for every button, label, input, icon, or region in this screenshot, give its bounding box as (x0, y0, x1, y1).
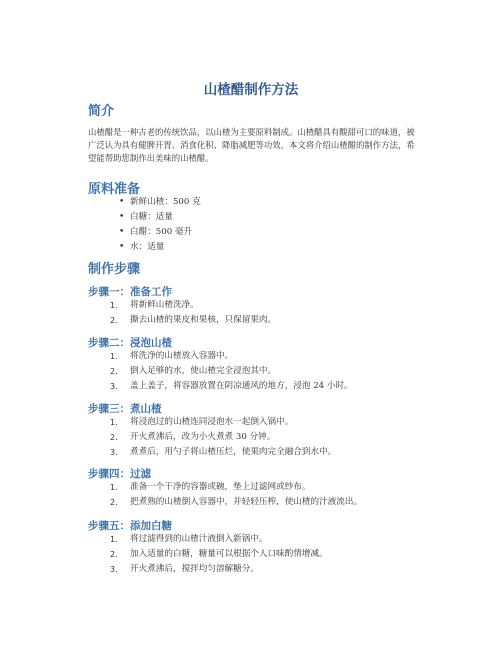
list-item (0, 225, 502, 240)
step-text: 将过滤得到的山楂汁液倒入新锅中。 (130, 534, 268, 544)
step-list (0, 298, 502, 328)
step-text: 煮煮后，用勺子将山楂压烂，使果肉完全融合到水中。 (130, 447, 337, 457)
bullet-marker: • (119, 212, 125, 222)
bullet-marker: • (119, 242, 125, 252)
step-number: 2. (110, 550, 118, 559)
step-number: 1. (110, 418, 118, 427)
step-number: 2. (110, 433, 118, 442)
list-item (0, 349, 502, 364)
list-item (0, 313, 502, 328)
step-text: 准备一个干净的容器或碗，垫上过滤网或纱布。 (130, 482, 311, 492)
step-title: 步骤五：添加白糖 (88, 520, 172, 532)
ingredients-list (0, 195, 502, 255)
bullet-marker: • (119, 227, 125, 237)
ingredient-text: 水：适量 (130, 242, 165, 252)
step-title: 步骤二：浸泡山楂 (88, 337, 172, 349)
step-text: 将浸泡过的山楂连同浸泡水一起倒入锅中。 (130, 417, 294, 427)
list-item (0, 480, 502, 495)
step-title: 步骤一：准备工作 (88, 286, 172, 298)
bullet-marker: • (119, 197, 125, 207)
step-text: 开火煮沸后，改为小火煮煮 30 分钟。 (130, 432, 276, 442)
list-item (0, 364, 502, 379)
step-list (0, 415, 502, 460)
list-item (0, 298, 502, 313)
ingredient-text: 白醋：500 毫升 (130, 227, 193, 237)
list-item (0, 547, 502, 562)
step-text: 将洗净的山楂放入容器中。 (130, 351, 234, 361)
step-text: 盖上盖子，将容器放置在阴凉通风的地方，浸泡 24 小时。 (130, 381, 353, 391)
step-number: 1. (110, 535, 118, 544)
step-list (0, 532, 502, 577)
ingredient-text: 白糖：适量 (130, 212, 173, 222)
intro-paragraph: 山楂醋是一种古老的传统饮品，以山楂为主要原料制成。山楂醋具有酸甜可口的味道，被广泛认为具有健脾开胃、消食化积、降脂减肥等功效。本文将介绍山楂醋的制作方法，希望能帮助您制作出美味的山楂醋。 (88, 127, 415, 163)
list-item (0, 495, 502, 510)
step-text: 倒入足够的水，使山楂完全浸泡其中。 (130, 366, 277, 376)
step-number: 3. (110, 382, 118, 391)
step-list (0, 480, 502, 510)
document-title: 山楂醋制作方法 (203, 82, 299, 98)
step-text: 把煮熟的山楂倒入容器中，并轻轻压榨，使山楂的汁液流出。 (130, 497, 363, 507)
step-number: 1. (110, 483, 118, 492)
intro-heading: 简介 (88, 104, 115, 119)
step-number: 1. (110, 301, 118, 310)
list-item (0, 195, 502, 210)
step-text: 将新鲜山楂洗净。 (130, 300, 199, 310)
step-text: 撕去山楂的果皮和果核，只保留果肉。 (130, 315, 277, 325)
step-title: 步骤四：过滤 (88, 468, 151, 480)
step-number: 3. (110, 448, 118, 457)
ingredients-heading: 原料准备 (88, 182, 141, 197)
ingredient-text: 新鲜山楂：500 克 (130, 197, 201, 207)
list-item (0, 240, 502, 255)
step-text: 开火煮沸后，搅拌均匀溶解糖分。 (130, 564, 259, 574)
step-number: 2. (110, 316, 118, 325)
list-item (0, 379, 502, 394)
step-title: 步骤三：煮山楂 (88, 403, 162, 415)
procedure-heading: 制作步骤 (88, 262, 141, 277)
list-item (0, 532, 502, 547)
list-item (0, 210, 502, 225)
list-item (0, 415, 502, 430)
list-item (0, 445, 502, 460)
step-number: 2. (110, 367, 118, 376)
step-text: 加入适量的白糖，糖量可以根据个人口味酌情增减。 (130, 549, 328, 559)
list-item (0, 562, 502, 577)
step-list (0, 349, 502, 394)
step-number: 1. (110, 352, 118, 361)
step-number: 2. (110, 498, 118, 507)
step-number: 3. (110, 565, 118, 574)
list-item (0, 430, 502, 445)
